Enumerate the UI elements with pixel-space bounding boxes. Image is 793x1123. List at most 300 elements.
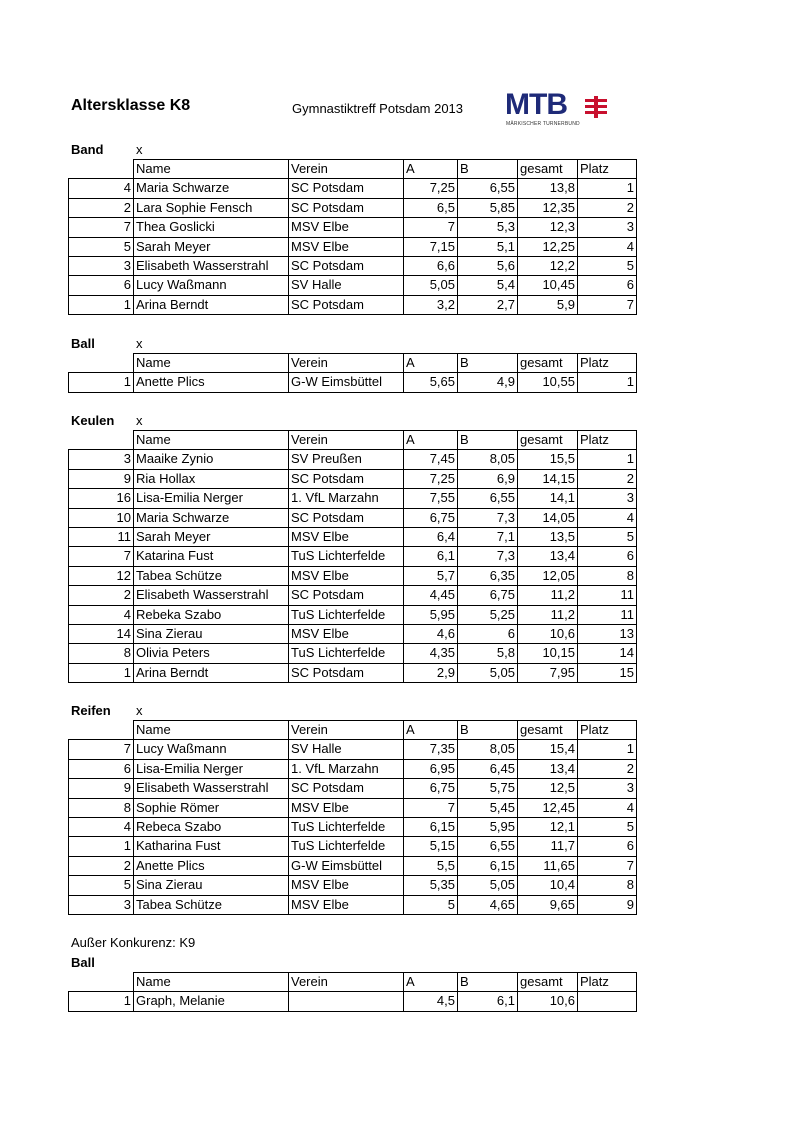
start-number-cell: 16 xyxy=(69,489,134,508)
table-row xyxy=(69,508,637,527)
rank-cell: 14 xyxy=(578,644,637,663)
club-cell: SC Potsdam xyxy=(289,257,404,276)
club-cell: SC Potsdam xyxy=(289,295,404,314)
section-marker: x xyxy=(136,703,143,718)
section-label: Keulen xyxy=(71,413,115,428)
club-cell: SC Potsdam xyxy=(289,663,404,682)
score-b-cell: 4,9 xyxy=(458,373,518,392)
table-row xyxy=(69,992,637,1011)
rank-cell: 13 xyxy=(578,625,637,644)
score-a-cell: 7,25 xyxy=(404,179,458,198)
results-table xyxy=(68,353,637,393)
section-heading xyxy=(71,703,143,718)
table-row xyxy=(69,605,637,624)
column-header-gesamt: gesamt xyxy=(518,721,578,740)
column-header-verein: Verein xyxy=(289,160,404,179)
table-row xyxy=(69,625,637,644)
score-total-cell: 10,15 xyxy=(518,644,578,663)
score-b-cell: 5,8 xyxy=(458,644,518,663)
start-number-cell: 5 xyxy=(69,876,134,895)
column-header-a: A xyxy=(404,431,458,450)
score-total-cell: 7,95 xyxy=(518,663,578,682)
score-a-cell: 7,15 xyxy=(404,237,458,256)
score-a-cell: 6,75 xyxy=(404,508,458,527)
start-number-cell: 7 xyxy=(69,740,134,759)
start-number-cell: 3 xyxy=(69,450,134,469)
score-total-cell: 10,45 xyxy=(518,276,578,295)
score-total-cell: 10,4 xyxy=(518,876,578,895)
score-b-cell: 6 xyxy=(458,625,518,644)
table-row xyxy=(69,198,637,217)
extra-section-label: Ball xyxy=(71,955,95,970)
start-number-cell: 1 xyxy=(69,295,134,314)
logo-emblem-icon xyxy=(585,96,607,118)
table-row xyxy=(69,218,637,237)
rank-cell: 7 xyxy=(578,856,637,875)
section-heading xyxy=(71,142,143,157)
section-label: Reifen xyxy=(71,703,111,718)
rank-cell: 5 xyxy=(578,528,637,547)
club-cell: TuS Lichterfelde xyxy=(289,547,404,566)
column-header-name: Name xyxy=(134,973,289,992)
club-cell: G-W Eimsbüttel xyxy=(289,856,404,875)
section-label: Band xyxy=(71,142,104,157)
score-a-cell: 5,35 xyxy=(404,876,458,895)
rank-cell: 2 xyxy=(578,469,637,488)
table-row xyxy=(69,798,637,817)
start-number-cell: 4 xyxy=(69,605,134,624)
score-b-cell: 5,05 xyxy=(458,876,518,895)
score-b-cell: 6,15 xyxy=(458,856,518,875)
score-a-cell: 7 xyxy=(404,218,458,237)
header-blank-cell xyxy=(69,431,134,450)
club-cell: SV Halle xyxy=(289,740,404,759)
table-row xyxy=(69,759,637,778)
score-a-cell: 5,5 xyxy=(404,856,458,875)
results-table xyxy=(68,720,637,915)
gymnast-name-cell: Tabea Schütze xyxy=(134,566,289,585)
score-a-cell: 6,6 xyxy=(404,257,458,276)
table-row xyxy=(69,469,637,488)
gymnast-name-cell: Thea Goslicki xyxy=(134,218,289,237)
rank-cell: 4 xyxy=(578,508,637,527)
rank-cell: 4 xyxy=(578,798,637,817)
club-cell: SV Preußen xyxy=(289,450,404,469)
score-total-cell: 12,3 xyxy=(518,218,578,237)
table-row xyxy=(69,179,637,198)
column-header-a: A xyxy=(404,160,458,179)
score-total-cell: 5,9 xyxy=(518,295,578,314)
table-row xyxy=(69,489,637,508)
gymnast-name-cell: Lucy Waßmann xyxy=(134,276,289,295)
score-a-cell: 5,95 xyxy=(404,605,458,624)
start-number-cell: 12 xyxy=(69,566,134,585)
table-row xyxy=(69,818,637,837)
gymnast-name-cell: Sarah Meyer xyxy=(134,528,289,547)
gymnast-name-cell: Elisabeth Wasserstrahl xyxy=(134,257,289,276)
table-header-row xyxy=(69,431,637,450)
club-cell: G-W Eimsbüttel xyxy=(289,373,404,392)
gymnast-name-cell: Maria Schwarze xyxy=(134,179,289,198)
start-number-cell: 5 xyxy=(69,237,134,256)
score-total-cell: 13,4 xyxy=(518,547,578,566)
rank-cell: 11 xyxy=(578,586,637,605)
start-number-cell: 9 xyxy=(69,469,134,488)
score-total-cell: 12,5 xyxy=(518,779,578,798)
club-cell: MSV Elbe xyxy=(289,895,404,914)
gymnast-name-cell: Sarah Meyer xyxy=(134,237,289,256)
start-number-cell: 6 xyxy=(69,759,134,778)
header-blank-cell xyxy=(69,354,134,373)
score-b-cell: 8,05 xyxy=(458,450,518,469)
column-header-gesamt: gesamt xyxy=(518,973,578,992)
start-number-cell: 7 xyxy=(69,218,134,237)
club-cell: MSV Elbe xyxy=(289,237,404,256)
column-header-gesamt: gesamt xyxy=(518,160,578,179)
table-row xyxy=(69,566,637,585)
section-marker: x xyxy=(136,413,143,428)
club-cell: TuS Lichterfelde xyxy=(289,644,404,663)
club-cell: SC Potsdam xyxy=(289,586,404,605)
club-cell: MSV Elbe xyxy=(289,798,404,817)
logo-subtitle: MÄRKISCHER TURNERBUND xyxy=(506,121,580,127)
club-cell: MSV Elbe xyxy=(289,876,404,895)
club-cell: MSV Elbe xyxy=(289,625,404,644)
club-cell: SC Potsdam xyxy=(289,198,404,217)
gymnast-name-cell: Rebeca Szabo xyxy=(134,818,289,837)
table-row xyxy=(69,856,637,875)
rank-cell: 3 xyxy=(578,218,637,237)
table-header-row xyxy=(69,973,637,992)
club-cell: SC Potsdam xyxy=(289,469,404,488)
event-name: Gymnastiktreff Potsdam 2013 xyxy=(292,101,464,116)
score-b-cell: 5,85 xyxy=(458,198,518,217)
table-row xyxy=(69,876,637,895)
score-a-cell: 2,9 xyxy=(404,663,458,682)
mtb-logo xyxy=(505,88,607,130)
score-b-cell: 8,05 xyxy=(458,740,518,759)
score-total-cell: 12,05 xyxy=(518,566,578,585)
table-row xyxy=(69,740,637,759)
table-header-row xyxy=(69,160,637,179)
score-total-cell: 14,1 xyxy=(518,489,578,508)
start-number-cell: 1 xyxy=(69,837,134,856)
column-header-verein: Verein xyxy=(289,354,404,373)
score-b-cell: 5,3 xyxy=(458,218,518,237)
table-row xyxy=(69,644,637,663)
gymnast-name-cell: Rebeka Szabo xyxy=(134,605,289,624)
header-blank-cell xyxy=(69,721,134,740)
results-table xyxy=(68,972,637,1012)
results-table xyxy=(68,159,637,315)
score-a-cell: 7,25 xyxy=(404,469,458,488)
rank-cell: 2 xyxy=(578,759,637,778)
score-a-cell: 5,7 xyxy=(404,566,458,585)
score-total-cell: 10,55 xyxy=(518,373,578,392)
gymnast-name-cell: Sina Zierau xyxy=(134,625,289,644)
gymnast-name-cell: Lisa-Emilia Nerger xyxy=(134,489,289,508)
score-a-cell: 5,05 xyxy=(404,276,458,295)
rank-cell xyxy=(578,992,637,1011)
start-number-cell: 9 xyxy=(69,779,134,798)
table-row xyxy=(69,450,637,469)
column-header-b: B xyxy=(458,973,518,992)
start-number-cell: 6 xyxy=(69,276,134,295)
logo-text: MTB xyxy=(505,88,567,121)
club-cell: MSV Elbe xyxy=(289,566,404,585)
gymnast-name-cell: Sina Zierau xyxy=(134,876,289,895)
score-total-cell: 12,2 xyxy=(518,257,578,276)
score-b-cell: 5,75 xyxy=(458,779,518,798)
start-number-cell: 2 xyxy=(69,198,134,217)
score-b-cell: 6,35 xyxy=(458,566,518,585)
score-total-cell: 12,25 xyxy=(518,237,578,256)
column-header-name: Name xyxy=(134,721,289,740)
club-cell xyxy=(289,992,404,1011)
score-a-cell: 3,2 xyxy=(404,295,458,314)
club-cell: TuS Lichterfelde xyxy=(289,818,404,837)
score-b-cell: 6,55 xyxy=(458,837,518,856)
gymnast-name-cell: Maria Schwarze xyxy=(134,508,289,527)
score-total-cell: 12,35 xyxy=(518,198,578,217)
rank-cell: 15 xyxy=(578,663,637,682)
score-b-cell: 5,95 xyxy=(458,818,518,837)
table-row xyxy=(69,373,637,392)
rank-cell: 6 xyxy=(578,276,637,295)
page-title: Altersklasse K8 xyxy=(71,97,191,114)
start-number-cell: 3 xyxy=(69,895,134,914)
table-row xyxy=(69,547,637,566)
score-b-cell: 7,1 xyxy=(458,528,518,547)
score-b-cell: 5,05 xyxy=(458,663,518,682)
score-total-cell: 12,45 xyxy=(518,798,578,817)
start-number-cell: 4 xyxy=(69,179,134,198)
table-row xyxy=(69,257,637,276)
column-header-platz: Platz xyxy=(578,973,637,992)
table-row xyxy=(69,837,637,856)
club-cell: 1. VfL Marzahn xyxy=(289,759,404,778)
section-marker: x xyxy=(136,336,143,351)
rank-cell: 1 xyxy=(578,450,637,469)
start-number-cell: 4 xyxy=(69,818,134,837)
rank-cell: 3 xyxy=(578,489,637,508)
gymnast-name-cell: Arina Berndt xyxy=(134,295,289,314)
table-row xyxy=(69,779,637,798)
gymnast-name-cell: Katharina Fust xyxy=(134,837,289,856)
start-number-cell: 2 xyxy=(69,586,134,605)
score-b-cell: 4,65 xyxy=(458,895,518,914)
column-header-b: B xyxy=(458,160,518,179)
score-b-cell: 7,3 xyxy=(458,547,518,566)
column-header-gesamt: gesamt xyxy=(518,431,578,450)
score-a-cell: 7 xyxy=(404,798,458,817)
column-header-verein: Verein xyxy=(289,431,404,450)
start-number-cell: 2 xyxy=(69,856,134,875)
rank-cell: 1 xyxy=(578,373,637,392)
column-header-name: Name xyxy=(134,431,289,450)
column-header-a: A xyxy=(404,354,458,373)
score-a-cell: 4,5 xyxy=(404,992,458,1011)
gymnast-name-cell: Anette Plics xyxy=(134,373,289,392)
table-row xyxy=(69,663,637,682)
table-row xyxy=(69,295,637,314)
score-total-cell: 10,6 xyxy=(518,625,578,644)
club-cell: TuS Lichterfelde xyxy=(289,837,404,856)
score-a-cell: 4,6 xyxy=(404,625,458,644)
out-of-competition-note: Außer Konkurenz: K9 xyxy=(71,935,196,950)
club-cell: SV Halle xyxy=(289,276,404,295)
score-b-cell: 2,7 xyxy=(458,295,518,314)
column-header-b: B xyxy=(458,721,518,740)
score-a-cell: 7,45 xyxy=(404,450,458,469)
column-header-platz: Platz xyxy=(578,160,637,179)
score-b-cell: 6,1 xyxy=(458,992,518,1011)
start-number-cell: 3 xyxy=(69,257,134,276)
club-cell: SC Potsdam xyxy=(289,779,404,798)
score-total-cell: 11,2 xyxy=(518,586,578,605)
score-a-cell: 5 xyxy=(404,895,458,914)
score-b-cell: 5,45 xyxy=(458,798,518,817)
start-number-cell: 8 xyxy=(69,644,134,663)
score-total-cell: 13,8 xyxy=(518,179,578,198)
gymnast-name-cell: Ria Hollax xyxy=(134,469,289,488)
gymnast-name-cell: Arina Berndt xyxy=(134,663,289,682)
gymnast-name-cell: Olivia Peters xyxy=(134,644,289,663)
header-blank-cell xyxy=(69,973,134,992)
column-header-b: B xyxy=(458,431,518,450)
section-heading xyxy=(71,413,143,428)
table-row xyxy=(69,276,637,295)
gymnast-name-cell: Katarina Fust xyxy=(134,547,289,566)
table-header-row xyxy=(69,354,637,373)
club-cell: 1. VfL Marzahn xyxy=(289,489,404,508)
table-row xyxy=(69,895,637,914)
score-total-cell: 14,05 xyxy=(518,508,578,527)
column-header-platz: Platz xyxy=(578,721,637,740)
score-total-cell: 15,4 xyxy=(518,740,578,759)
club-cell: SC Potsdam xyxy=(289,508,404,527)
column-header-platz: Platz xyxy=(578,354,637,373)
score-a-cell: 7,55 xyxy=(404,489,458,508)
score-total-cell: 11,65 xyxy=(518,856,578,875)
table-header-row xyxy=(69,721,637,740)
score-b-cell: 6,55 xyxy=(458,179,518,198)
start-number-cell: 1 xyxy=(69,663,134,682)
table-row xyxy=(69,528,637,547)
column-header-name: Name xyxy=(134,354,289,373)
score-a-cell: 6,15 xyxy=(404,818,458,837)
score-total-cell: 13,5 xyxy=(518,528,578,547)
rank-cell: 5 xyxy=(578,257,637,276)
gymnast-name-cell: Lara Sophie Fensch xyxy=(134,198,289,217)
score-a-cell: 6,5 xyxy=(404,198,458,217)
rank-cell: 6 xyxy=(578,547,637,566)
rank-cell: 3 xyxy=(578,779,637,798)
score-b-cell: 6,9 xyxy=(458,469,518,488)
start-number-cell: 14 xyxy=(69,625,134,644)
table-row xyxy=(69,586,637,605)
score-a-cell: 5,65 xyxy=(404,373,458,392)
score-b-cell: 5,1 xyxy=(458,237,518,256)
gymnast-name-cell: Anette Plics xyxy=(134,856,289,875)
score-total-cell: 15,5 xyxy=(518,450,578,469)
gymnast-name-cell: Sophie Römer xyxy=(134,798,289,817)
score-a-cell: 5,15 xyxy=(404,837,458,856)
start-number-cell: 10 xyxy=(69,508,134,527)
score-b-cell: 6,45 xyxy=(458,759,518,778)
gymnast-name-cell: Lucy Waßmann xyxy=(134,740,289,759)
start-number-cell: 7 xyxy=(69,547,134,566)
column-header-b: B xyxy=(458,354,518,373)
score-total-cell: 12,1 xyxy=(518,818,578,837)
gymnast-name-cell: Elisabeth Wasserstrahl xyxy=(134,586,289,605)
column-header-a: A xyxy=(404,721,458,740)
club-cell: SC Potsdam xyxy=(289,179,404,198)
column-header-platz: Platz xyxy=(578,431,637,450)
score-a-cell: 4,45 xyxy=(404,586,458,605)
results-table xyxy=(68,430,637,683)
rank-cell: 5 xyxy=(578,818,637,837)
column-header-verein: Verein xyxy=(289,973,404,992)
club-cell: TuS Lichterfelde xyxy=(289,605,404,624)
rank-cell: 2 xyxy=(578,198,637,217)
score-a-cell: 6,4 xyxy=(404,528,458,547)
column-header-verein: Verein xyxy=(289,721,404,740)
score-a-cell: 6,95 xyxy=(404,759,458,778)
score-b-cell: 5,4 xyxy=(458,276,518,295)
section-marker: x xyxy=(136,142,143,157)
gymnast-name-cell: Tabea Schütze xyxy=(134,895,289,914)
rank-cell: 8 xyxy=(578,566,637,585)
score-total-cell: 14,15 xyxy=(518,469,578,488)
header-blank-cell xyxy=(69,160,134,179)
score-total-cell: 10,6 xyxy=(518,992,578,1011)
start-number-cell: 8 xyxy=(69,798,134,817)
rank-cell: 9 xyxy=(578,895,637,914)
score-total-cell: 13,4 xyxy=(518,759,578,778)
score-total-cell: 11,2 xyxy=(518,605,578,624)
column-header-gesamt: gesamt xyxy=(518,354,578,373)
gymnast-name-cell: Lisa-Emilia Nerger xyxy=(134,759,289,778)
score-a-cell: 4,35 xyxy=(404,644,458,663)
rank-cell: 11 xyxy=(578,605,637,624)
start-number-cell: 11 xyxy=(69,528,134,547)
gymnast-name-cell: Elisabeth Wasserstrahl xyxy=(134,779,289,798)
column-header-a: A xyxy=(404,973,458,992)
rank-cell: 1 xyxy=(578,740,637,759)
gymnast-name-cell: Maaike Zynio xyxy=(134,450,289,469)
club-cell: MSV Elbe xyxy=(289,218,404,237)
score-a-cell: 6,75 xyxy=(404,779,458,798)
score-b-cell: 6,75 xyxy=(458,586,518,605)
start-number-cell: 1 xyxy=(69,373,134,392)
score-total-cell: 9,65 xyxy=(518,895,578,914)
score-a-cell: 7,35 xyxy=(404,740,458,759)
rank-cell: 1 xyxy=(578,179,637,198)
rank-cell: 8 xyxy=(578,876,637,895)
score-b-cell: 5,6 xyxy=(458,257,518,276)
section-heading xyxy=(71,336,143,351)
score-b-cell: 6,55 xyxy=(458,489,518,508)
score-b-cell: 7,3 xyxy=(458,508,518,527)
score-total-cell: 11,7 xyxy=(518,837,578,856)
club-cell: MSV Elbe xyxy=(289,528,404,547)
score-b-cell: 5,25 xyxy=(458,605,518,624)
start-number-cell: 1 xyxy=(69,992,134,1011)
score-a-cell: 6,1 xyxy=(404,547,458,566)
section-label: Ball xyxy=(71,336,95,351)
rank-cell: 4 xyxy=(578,237,637,256)
